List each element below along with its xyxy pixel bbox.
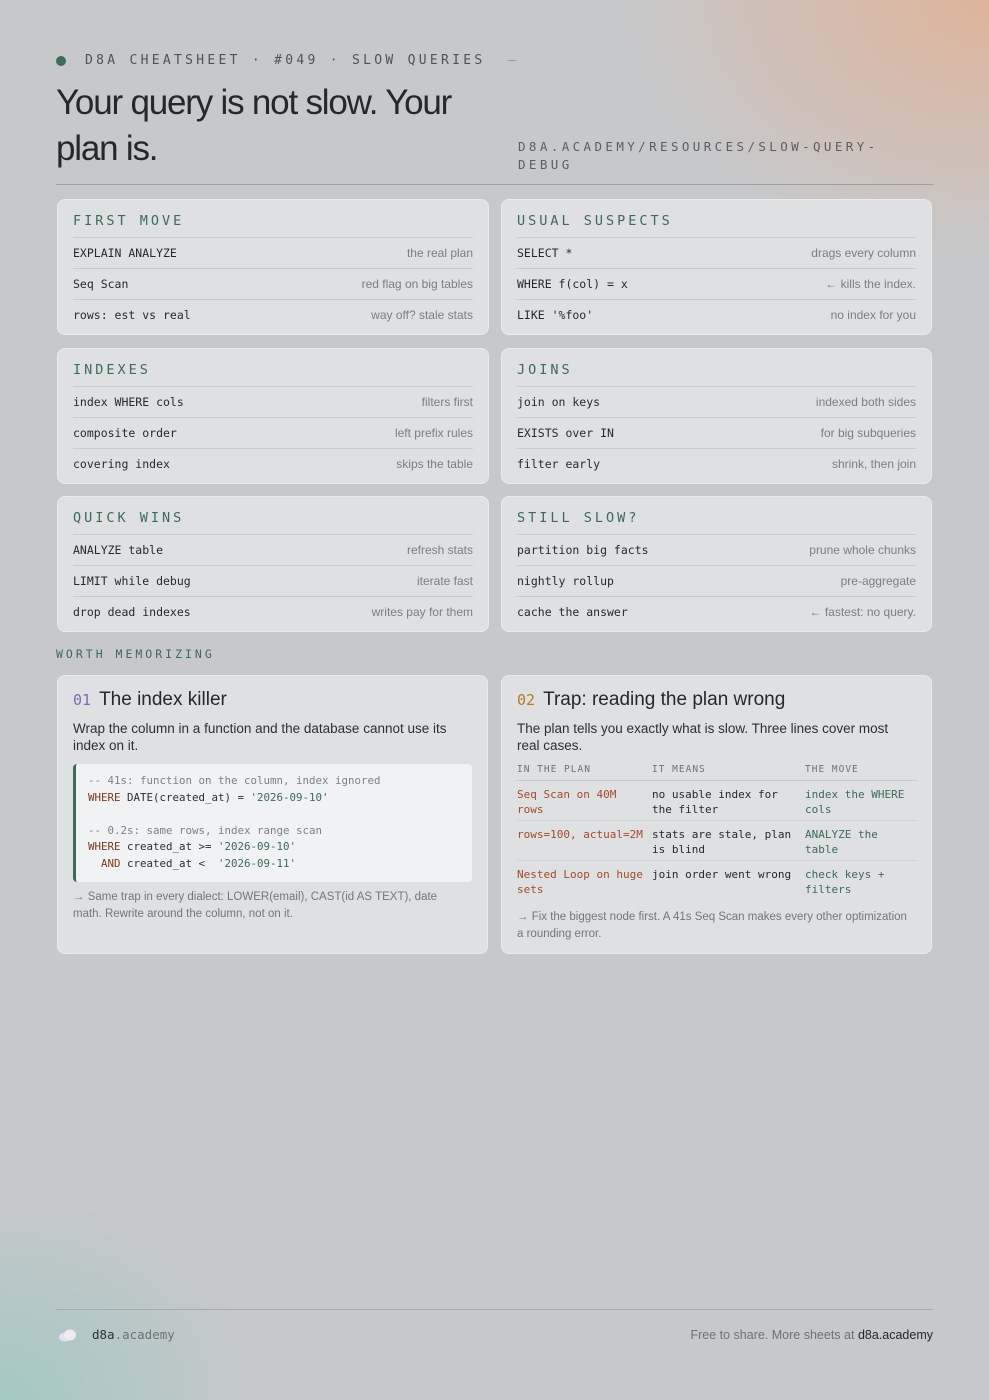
item-value: no index for you [830,308,916,322]
table-row [517,861,917,901]
list-item [517,417,916,448]
item-key: Seq Scan [73,277,129,291]
list-item [517,565,916,596]
item-key: SELECT * [517,246,573,260]
tip-description: Wrap the column in a function and the database cannot use its index on it. [73,721,447,753]
tip-number: 02 [517,691,536,709]
tip-card-plan-trap [501,675,932,954]
list-item [517,448,916,479]
footer-link[interactable]: d8a.academy [857,1328,933,1342]
item-value: ← kills the index. [825,277,916,291]
item-value: shrink, then join [831,457,916,471]
item-value: for big subqueries [820,426,916,440]
move-cell: check keys + filters [805,868,885,896]
list-item [73,299,473,330]
cloud-logo-icon [58,1328,78,1342]
table-row [517,821,917,861]
header-kicker [56,53,516,68]
item-value: pre-aggregate [840,574,916,588]
list-item [73,596,473,627]
meaning-cell: no usable index for the filter [652,781,805,821]
item-key: filter early [517,457,601,471]
item-value: writes pay for them [371,605,473,619]
card-title: STILL SLOW? [517,510,640,526]
list-item [73,417,473,448]
item-value: prune whole chunks [809,543,916,557]
item-key: join on keys [517,395,601,409]
code-text: created_at >= [120,840,219,853]
table-row [517,781,917,821]
footer-brand[interactable] [58,1327,175,1342]
card-still-slow [501,496,932,632]
tip-card-index-killer [57,675,488,954]
code-string: '2026-09-11' [218,856,297,870]
tip-title: The index killer [99,689,227,710]
brand-name-suffix: .academy [114,1327,175,1342]
move-cell: ANALYZE the table [805,821,917,861]
plan-cell: Seq Scan on 40M rows [517,781,652,821]
list-item [73,565,473,596]
footer-share-text [690,1328,933,1342]
code-text: created_at < [120,856,219,870]
brand-name [92,1327,175,1342]
move-cell: index the WHERE cols [805,781,917,821]
item-key: rows: est vs real [73,308,191,322]
meaning-cell: stats are stale, plan is blind [652,821,805,861]
item-key: ANALYZE table [73,543,164,557]
item-value: filters first [421,395,473,409]
card-joins [501,348,932,484]
brand-name-main: d8a [92,1327,115,1342]
code-keyword: WHERE [88,790,121,804]
column-header: IN THE PLAN [517,764,652,781]
kicker-text: D8A CHEATSHEET · #049 · SLOW QUERIES [85,53,486,68]
card-title: FIRST MOVE [73,213,185,229]
card-first-move [57,199,489,335]
item-value: indexed both sides [815,395,916,409]
item-value: ← fastest: no query. [809,605,916,619]
item-key: covering index [73,457,170,471]
card-usual-suspects [501,199,932,335]
tip-note: → Same trap in every dialect: LOWER(email), CAST(id AS TEXT), date math. Rewrite around the column, not on it. [73,891,438,920]
list-item [517,237,916,268]
plan-table [517,764,917,900]
item-key: drop dead indexes [73,605,191,619]
item-value: the real plan [406,246,473,260]
item-value: iterate fast [416,574,473,588]
plan-cell: rows=100, actual=2M [517,821,652,861]
plan-cell: Nested Loop on huge sets [517,868,643,896]
divider [508,60,516,61]
list-item [517,268,916,299]
card-indexes [57,348,489,484]
brand-dot-icon [56,56,66,66]
item-key: cache the answer [517,605,628,619]
tip-title: Trap: reading the plan wrong [543,689,786,710]
list-item [517,596,916,627]
item-key: index WHERE cols [73,395,184,409]
code-keyword: WHERE [88,840,121,853]
code-comment: -- 0.2s: same rows, index range scan [88,823,323,837]
header-divider [56,184,933,185]
item-key: nightly rollup [517,574,614,588]
item-key: partition big facts [517,543,649,557]
list-item [517,534,916,565]
item-value: refresh stats [406,543,473,557]
item-value: red flag on big tables [361,277,473,291]
column-header: IT MEANS [652,764,805,781]
item-key: WHERE f(col) = x [517,277,628,291]
meaning-cell: join order went wrong [652,868,792,881]
item-key: EXPLAIN ANALYZE [73,246,177,260]
list-item [73,448,473,479]
tip-number: 01 [73,691,92,709]
list-item [73,237,473,268]
footer-divider [56,1309,933,1310]
card-title: JOINS [517,362,573,378]
code-block [73,764,472,882]
item-key: LIKE '%foo' [517,308,594,322]
list-item [73,386,473,417]
section-label: WORTH MEMORIZING [56,647,215,661]
list-item [517,386,916,417]
item-key: LIMIT while debug [73,574,191,588]
list-item [73,534,473,565]
card-title: USUAL SUSPECTS [517,213,673,229]
tip-note: → Fix the biggest node first. A 41s Seq Scan makes every other optimization a rounding error. [517,911,907,940]
code-keyword: AND [101,856,121,870]
resource-url[interactable]: D8A.ACADEMY/RESOURCES/SLOW-QUERY-DEBUG [518,139,879,172]
tip-heading [517,689,785,711]
code-string: '2026-09-10' [218,840,297,853]
share-text: Free to share. More sheets at [690,1328,858,1342]
code-text: DATE(created_at) = [120,790,251,804]
item-value: drags every column [811,246,916,260]
code-string: '2026-09-10' [250,790,329,804]
card-quick-wins [57,496,489,632]
item-value: skips the table [396,457,473,471]
item-value: left prefix rules [394,426,473,440]
list-item [73,268,473,299]
tip-heading [73,689,227,711]
page-title: Your query is not slow. Your plan is. [56,83,452,168]
item-key: EXISTS over IN [517,426,614,440]
item-value: way off? stale stats [371,308,473,322]
tip-description: The plan tells you exactly what is slow. Three lines cover most real cases. [517,721,889,753]
item-key: composite order [73,426,177,440]
list-item [517,299,916,330]
column-header: THE MOVE [805,764,917,781]
code-comment: -- 41s: function on the column, index ignored [88,774,381,787]
card-title: QUICK WINS [73,510,185,526]
card-title: INDEXES [73,362,151,378]
